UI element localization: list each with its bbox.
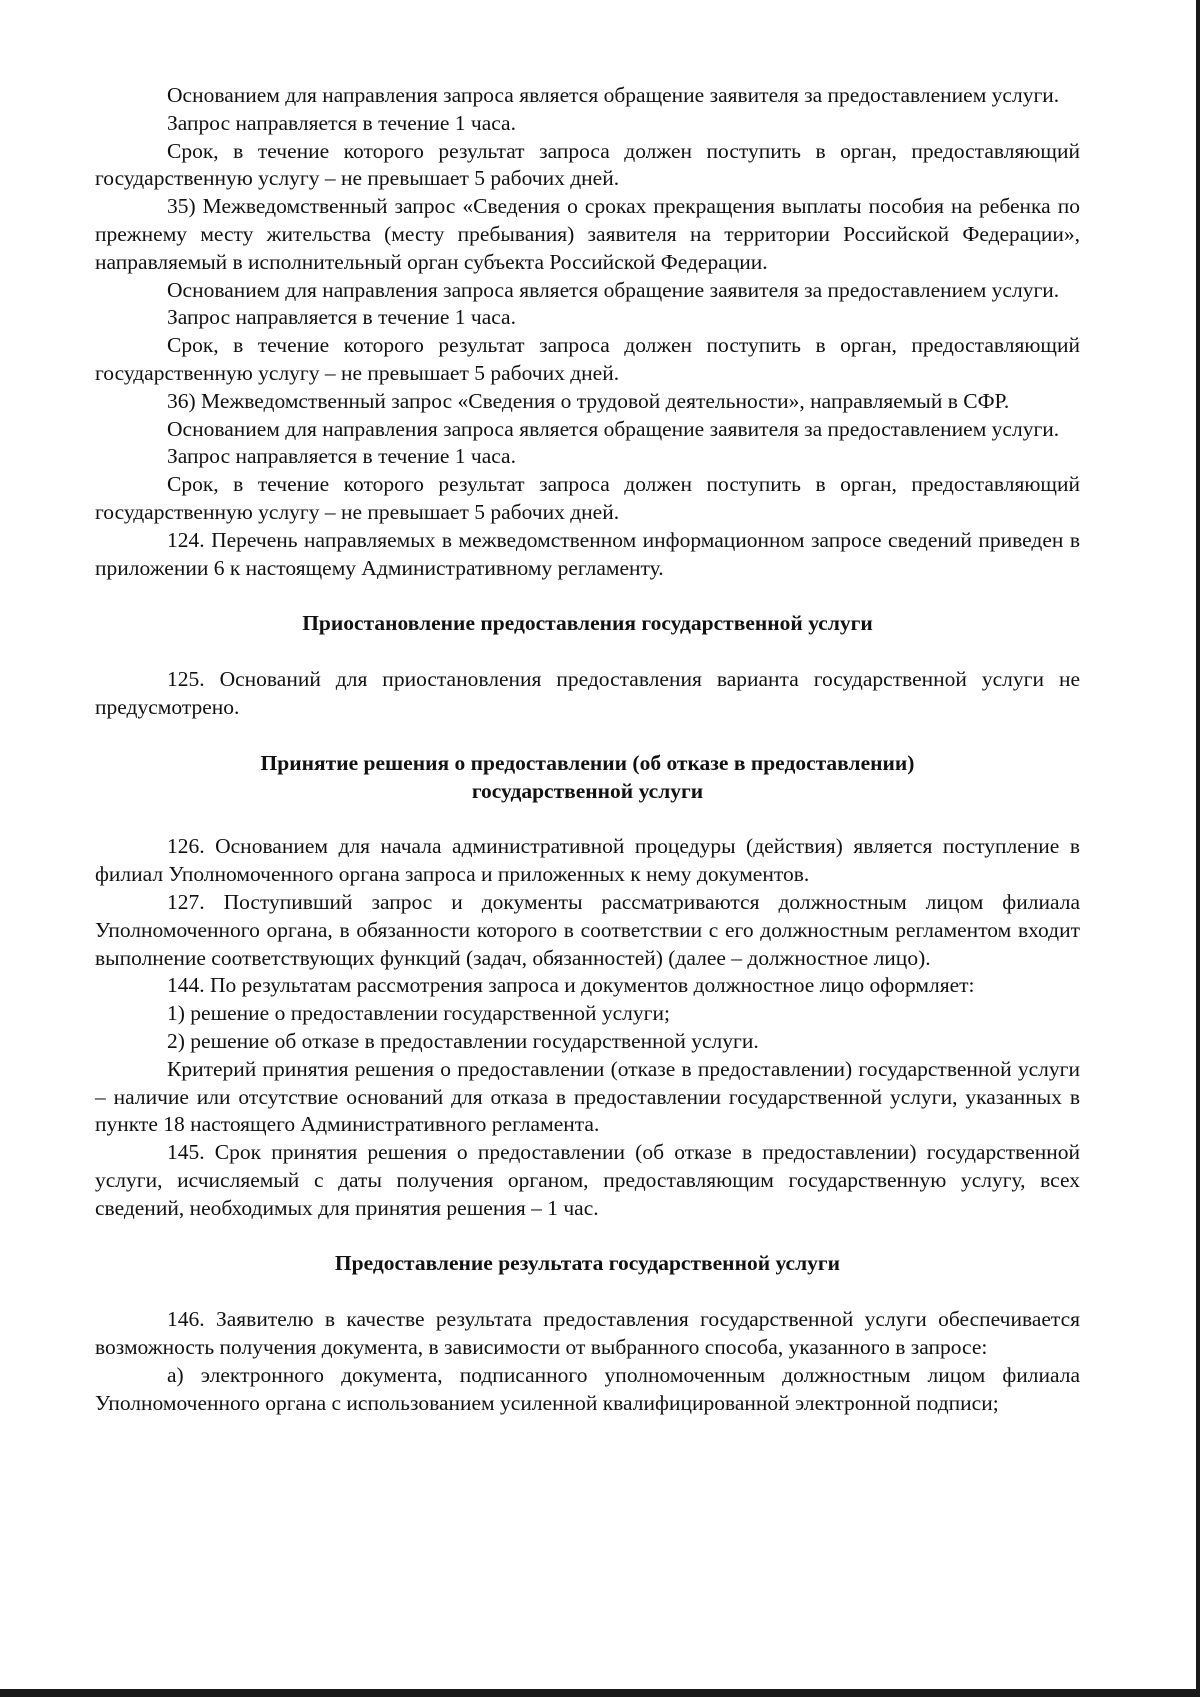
paragraph-item-127: 127. Поступивший запрос и документы рассматриваются должностным лицом филиала Уполномоченного органа, в обязанности которого в соответствии с его должностным регламентом входит выполнение соответствующих функций (задач, обязанностей) (далее – должностное лицо). [95,889,1080,970]
paragraph: Основанием для направления запроса является обращение заявителя за предоставлением услуги. [167,277,1060,302]
section-heading-suspension: Приостановление предоставления государственной услуги [302,611,873,636]
list-item: 2) решение об отказе в предоставлении государственной услуги. [167,1028,759,1053]
paragraph: Основанием для направления запроса является обращение заявителя за предоставлением услуги. [167,416,1060,441]
paragraph-item-125: 125. Оснований для приостановления предоставления варианта государственной услуги не предусмотрено. [95,667,1080,719]
paragraph: Срок, в течение которого результат запроса должен поступить в орган, предоставляющий государственную услугу – не превышает 5 рабочих дней. [95,472,1080,524]
paragraph-item-35: 35) Межведомственный запрос «Сведения о сроках прекращения выплаты пособия на ребенка по прежнему месту жительства (месту пребывания) заявителя на территории Российской Федерации», направляемый в исполнительный орган субъекта Российской Федерации. [95,194,1080,274]
spacer [95,722,1080,750]
spacer [95,638,1080,666]
spacer [95,582,1080,610]
spacer [95,805,1080,833]
paragraph: Основанием для направления запроса является обращение заявителя за предоставлением услуги. [167,83,1060,107]
scan-edge-bottom [0,1689,1200,1697]
paragraph: Срок, в течение которого результат запроса должен поступить в орган, предоставляющий государственную услугу – не превышает 5 рабочих дней. [95,333,1080,385]
list-item: 1) решение о предоставлении государственной услуги; [167,1001,670,1026]
paragraph-item-145: 145. Срок принятия решения о предоставлении (об отказе в предоставлении) государственной услуги, исчисляемый с даты получения органом, предоставляющим государственную услугу, всех сведений, необходимых для принятия решения – 1 час. [95,1140,1080,1220]
heading-line: государственной услуги [471,778,704,803]
paragraph-item-146: 146. Заявителю в качестве результата предоставления государственной услуги обеспечивается возможность получения документа, в зависимости от выбранного способа, указанного в запросе: [95,1307,1080,1360]
paragraph: Срок, в течение которого результат запроса должен поступить в орган, предоставляющий государственную услугу – не превышает 5 рабочих дней. [95,138,1080,191]
section-heading-result: Предоставление результата государственной услуги [334,1251,841,1276]
spacer [95,1222,1080,1250]
paragraph-item-36: 36) Межведомственный запрос «Сведения о трудовой деятельности», направляемый в СФР. [167,388,1010,413]
list-item: а) электронного документа, подписанного уполномоченным должностным лицом филиала Уполномоченного органа с использованием усиленной квалифицированной электронной подписи; [95,1362,1080,1415]
section-heading-decision [95,750,1080,806]
heading-line: Принятие решения о предоставлении (об отказе в предоставлении) [260,750,915,775]
paragraph: Критерий принятия решения о предоставлении (отказе в предоставлении) государственной услуги – наличие или отсутствие оснований для отказа в предоставлении государственной услуги, указанных в пункте 18 настоящего Административного регламента. [95,1056,1080,1137]
scan-edge-right [1196,0,1200,1697]
paragraph: Запрос направляется в течение 1 часа. [167,444,516,469]
spacer [95,1278,1080,1306]
paragraph-item-144: 144. По результатам рассмотрения запроса и документов должностное лицо оформляет: [167,973,975,998]
paragraph-item-126: 126. Основанием для начала административной процедуры (действия) является поступление в филиал Уполномоченного органа запроса и приложенных к нему документов. [95,834,1080,887]
paragraph: Запрос направляется в течение 1 часа. [167,110,516,135]
document-body [95,82,1080,1417]
paragraph-item-124: 124. Перечень направляемых в межведомственном информационном запросе сведений приведен в приложении 6 к настоящему Административному регламенту. [95,527,1080,580]
paragraph: Запрос направляется в течение 1 часа. [167,305,516,330]
